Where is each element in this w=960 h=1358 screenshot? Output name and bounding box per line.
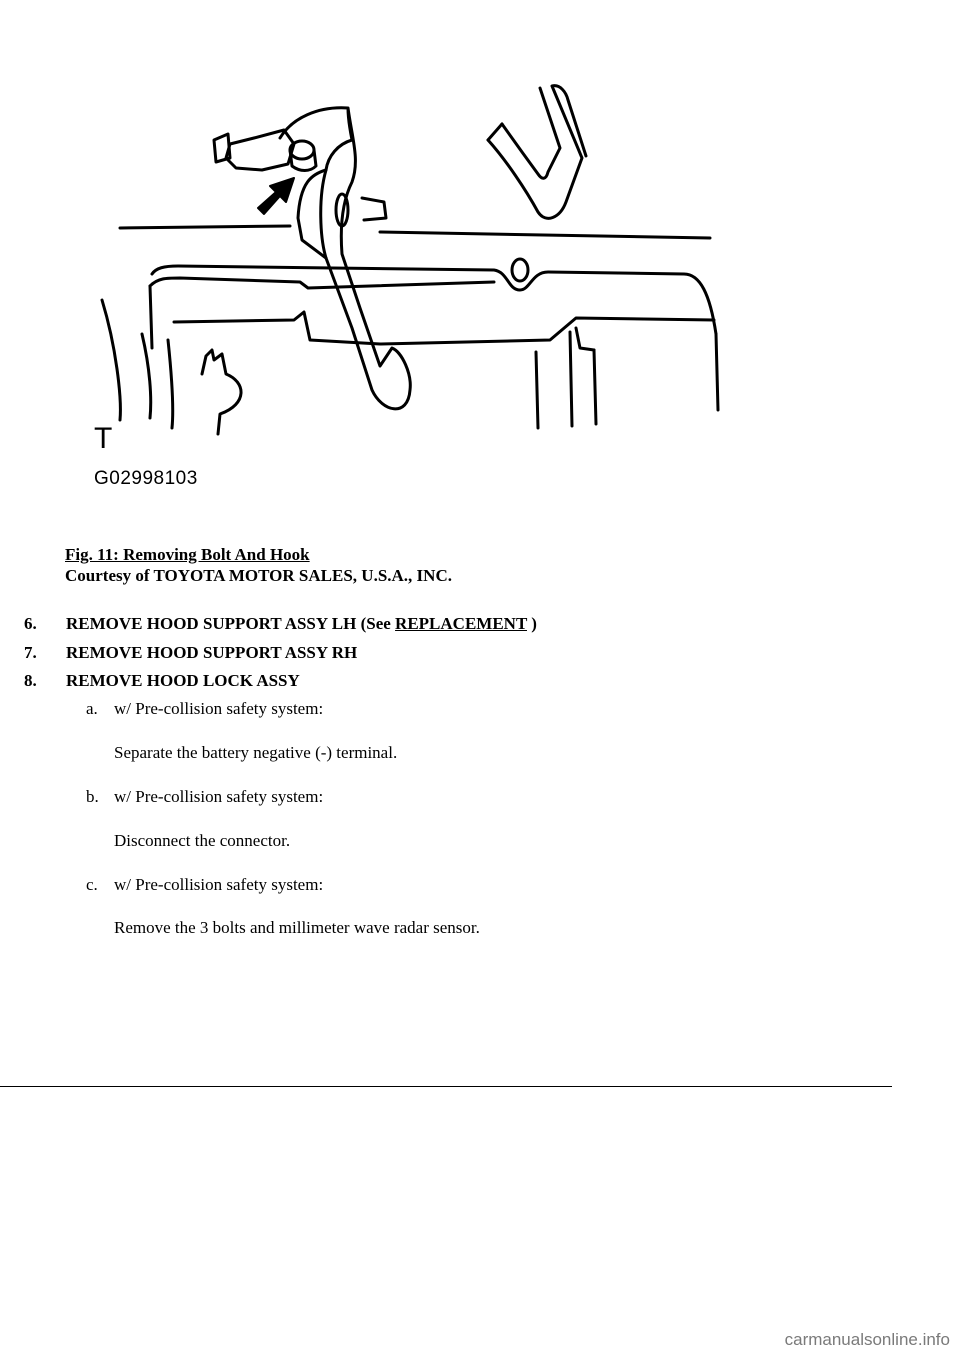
substep-b-instruction: Disconnect the connector. — [114, 831, 291, 850]
step-number: 6. — [24, 614, 37, 633]
step-text: REMOVE HOOD SUPPORT ASSY LH (See — [66, 614, 396, 633]
step-number: 7. — [24, 643, 37, 662]
substep-condition: w/ Pre-collision safety system: — [114, 699, 324, 718]
step-text: REMOVE HOOD LOCK ASSY — [66, 671, 300, 690]
figure-caption-credit: Courtesy of TOYOTA MOTOR SALES, U.S.A., INC. — [65, 566, 452, 585]
substep-letter: b. — [86, 787, 99, 806]
hood-hook-illustration — [90, 78, 730, 498]
figure-letter-tag: T — [94, 422, 113, 455]
figure-caption-title: Fig. 11: Removing Bolt And Hook — [65, 545, 310, 564]
substep-c-instruction: Remove the 3 bolts and millimeter wave radar sensor. — [114, 918, 480, 937]
figure-code: G02998103 — [94, 468, 198, 489]
step-text: REMOVE HOOD SUPPORT ASSY RH — [66, 643, 358, 662]
replacement-link[interactable]: REPLACEMENT — [395, 614, 527, 633]
step-number: 8. — [24, 671, 37, 690]
step-text-after: ) — [526, 614, 537, 633]
substep-letter: c. — [86, 875, 98, 894]
substep-letter: a. — [86, 699, 98, 718]
substep-condition: w/ Pre-collision safety system: — [114, 875, 324, 894]
watermark: carmanualsonline.info — [784, 1330, 950, 1349]
substep-a-instruction: Separate the battery negative (-) terminal. — [114, 743, 398, 762]
substep-condition: w/ Pre-collision safety system: — [114, 787, 324, 806]
page-divider — [0, 1086, 892, 1087]
